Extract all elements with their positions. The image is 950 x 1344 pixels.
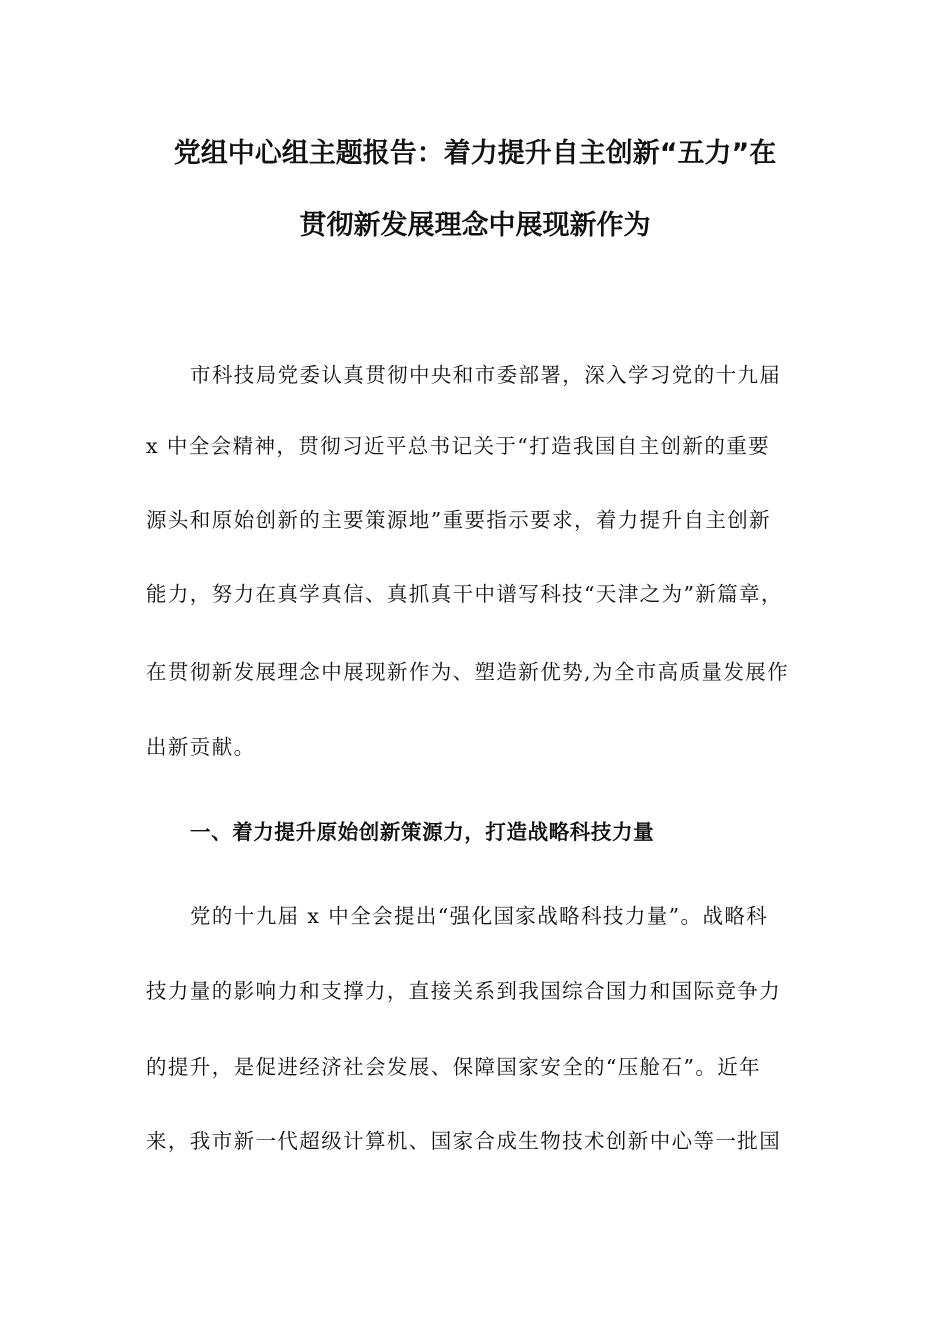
section-1-heading: 一、着力提升原始创新策源力，打造战略科技力量 [190,820,655,844]
paragraph-2-line-4: 来，我市新一代超级计算机、国家合成生物技术创新中心等一批国 [146,1129,782,1153]
paragraph-1-line-1: 市科技局党委认真贯彻中央和市委部署，深入学习党的十九届 [190,363,782,387]
paragraph-2-line-2: 技力量的影响力和支撑力，直接关系到我国综合国力和国际竞争力 [146,979,782,1003]
paragraph-2-line-1: 党的十九届 x 中全会提出“强化国家战略科技力量”。战略科 [190,904,769,928]
paragraph-1-line-3: 源头和原始创新的主要策源地”重要指示要求，着力提升自主创新 [146,508,772,532]
paragraph-1-line-2: x 中全会精神，贯彻习近平总书记关于“打造我国自主创新的重要 [146,434,771,458]
paragraph-2-line-3: 的提升，是促进经济社会发展、保障国家安全的“压舱石”。近年 [146,1055,762,1079]
document-title-line-1: 党组中心组主题报告：着力提升自主创新“五力”在 [173,138,777,169]
paragraph-1-line-6: 出新贡献。 [146,735,256,759]
document-title-line-2: 贯彻新发展理念中展现新作为 [299,210,651,241]
paragraph-1-line-5: 在贯彻新发展理念中展现新作为、塑造新优势,为全市高质量发展作 [146,660,790,684]
paragraph-1-line-4: 能力，努力在真学真信、真抓真干中谱写科技“天津之为”新篇章， [146,582,783,606]
